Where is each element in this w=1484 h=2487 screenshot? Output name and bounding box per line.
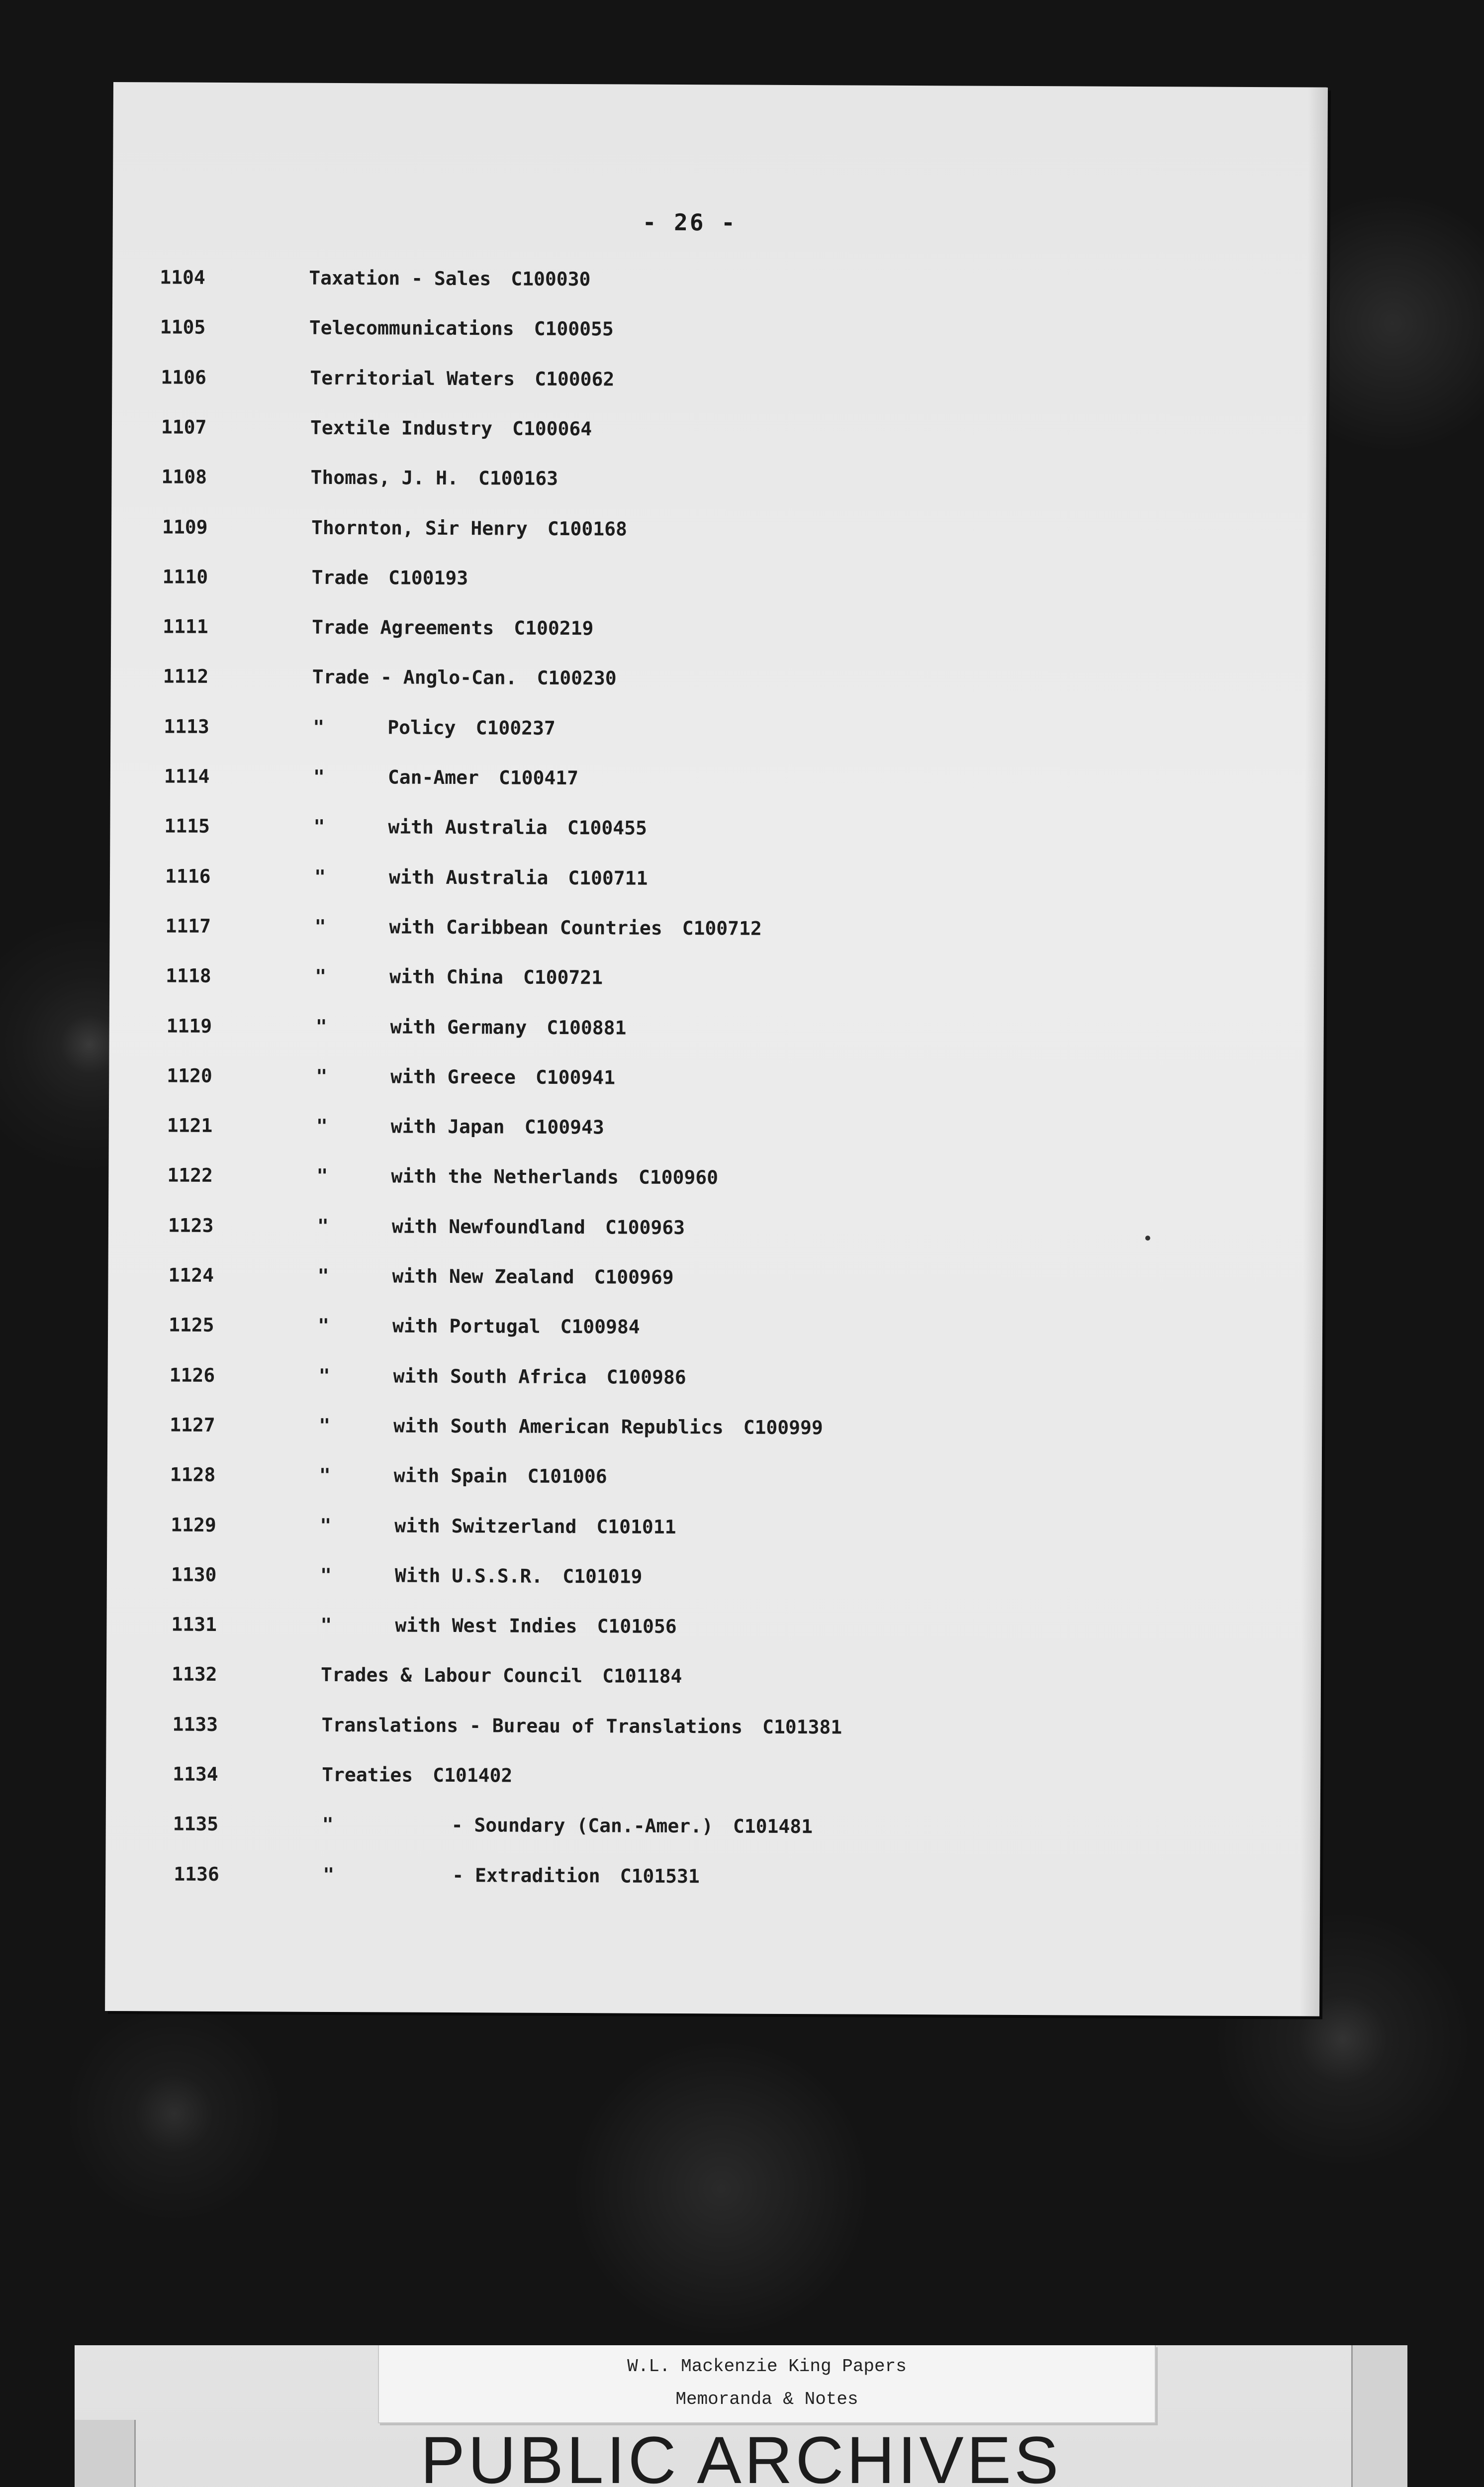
entry-reel-code: C101381 bbox=[762, 1716, 842, 1738]
entry-subject: with Switzerland bbox=[394, 1515, 577, 1538]
entry-subject-line bbox=[392, 1215, 685, 1239]
entry-subject: with Portugal bbox=[392, 1315, 541, 1338]
entry-subject-line bbox=[395, 1564, 643, 1587]
ditto-mark: " bbox=[319, 1414, 331, 1436]
entry-number: 1130 bbox=[171, 1563, 217, 1586]
entry-reel-code: C100712 bbox=[682, 917, 762, 940]
entry-subject-line bbox=[321, 1664, 682, 1687]
entry-number: 1115 bbox=[164, 815, 210, 837]
entry-subject-line bbox=[321, 1714, 842, 1738]
index-entry bbox=[167, 1064, 1211, 1099]
entry-number: 1107 bbox=[161, 416, 207, 438]
entry-number: 1126 bbox=[169, 1364, 215, 1386]
index-entry bbox=[163, 665, 1207, 699]
entry-subject-line bbox=[312, 616, 593, 639]
entry-subject-line bbox=[310, 367, 614, 390]
entry-number: 1108 bbox=[161, 466, 207, 488]
index-entry bbox=[164, 815, 1208, 849]
entry-subject: Trade - Anglo-Can. bbox=[312, 666, 517, 689]
index-entry bbox=[160, 316, 1205, 350]
entry-reel-code: C101184 bbox=[602, 1665, 682, 1688]
entry-subject-line bbox=[394, 1464, 607, 1487]
entry-number: 1131 bbox=[171, 1613, 217, 1635]
entry-reel-code: C100999 bbox=[743, 1416, 823, 1439]
entry-reel-code: C100881 bbox=[547, 1016, 627, 1039]
entry-reel-code: C101019 bbox=[562, 1565, 643, 1588]
entry-subject-line bbox=[392, 1315, 640, 1338]
ditto-mark: " bbox=[314, 915, 326, 938]
index-entry bbox=[162, 566, 1206, 600]
entry-number: 1123 bbox=[168, 1214, 214, 1237]
entry-reel-code: C100943 bbox=[524, 1116, 604, 1139]
entry-subject-line bbox=[312, 567, 468, 589]
ditto-mark: " bbox=[315, 1015, 327, 1038]
entry-reel-code: C100455 bbox=[567, 816, 648, 839]
entry-subject: with Spain bbox=[393, 1464, 508, 1487]
entry-reel-code: C100984 bbox=[560, 1315, 640, 1338]
entry-subject-line bbox=[388, 816, 647, 839]
ditto-mark: " bbox=[320, 1514, 332, 1536]
entry-subject-line bbox=[311, 517, 627, 540]
index-entry bbox=[165, 865, 1209, 899]
entry-subject: with Caribbean Countries bbox=[389, 916, 662, 939]
index-entry bbox=[171, 1564, 1215, 1598]
entry-subject-line bbox=[388, 766, 578, 789]
entry-reel-code: C100711 bbox=[568, 867, 648, 889]
entry-reel-code: C100963 bbox=[605, 1216, 685, 1239]
index-entry bbox=[172, 1663, 1216, 1698]
ditto-mark: " bbox=[316, 1065, 328, 1087]
index-entry bbox=[167, 1114, 1211, 1148]
entry-number: 1104 bbox=[160, 266, 205, 288]
entry-subject-line bbox=[395, 1615, 676, 1637]
archive-label-card bbox=[75, 2345, 1407, 2487]
entry-reel-code: C100237 bbox=[475, 717, 556, 739]
entry-subject: Trade Agreements bbox=[312, 616, 494, 639]
entry-subject: with Japan bbox=[390, 1115, 505, 1138]
index-entry bbox=[171, 1614, 1215, 1648]
index-entry bbox=[169, 1314, 1213, 1348]
entry-reel-code: C101402 bbox=[433, 1764, 513, 1787]
entry-number: 1125 bbox=[169, 1314, 214, 1336]
entry-subject-line bbox=[389, 916, 761, 939]
entry-reel-code: C100168 bbox=[547, 517, 628, 540]
entry-reel-code: C101056 bbox=[597, 1615, 677, 1637]
index-entry bbox=[161, 416, 1206, 450]
entry-number: 1111 bbox=[163, 615, 208, 638]
entry-subject: Translations - Bureau of Translations bbox=[321, 1714, 743, 1738]
ditto-mark: " bbox=[313, 765, 325, 788]
page-number: - 26 - bbox=[642, 208, 738, 236]
entry-number: 1134 bbox=[173, 1763, 218, 1785]
entry-subject-line bbox=[390, 1016, 627, 1039]
entry-number: 1136 bbox=[174, 1863, 219, 1885]
index-entry bbox=[163, 615, 1207, 650]
index-entry bbox=[161, 466, 1206, 500]
index-entry bbox=[172, 1714, 1216, 1748]
entry-subject: Treaties bbox=[322, 1763, 413, 1786]
entry-number: 1120 bbox=[167, 1064, 212, 1087]
entry-subject-line bbox=[310, 467, 558, 489]
entry-subject-line bbox=[309, 267, 590, 290]
entry-subject-line bbox=[389, 965, 603, 988]
entry-subject: with Newfoundland bbox=[391, 1215, 585, 1239]
entry-subject: Taxation - Sales bbox=[309, 267, 491, 290]
entry-subject-line bbox=[387, 716, 556, 739]
index-entry bbox=[168, 1264, 1212, 1299]
ditto-mark: " bbox=[317, 1215, 329, 1237]
entry-subject-line bbox=[310, 417, 592, 440]
entry-subject: Territorial Waters bbox=[310, 367, 515, 390]
entry-subject: - Extradition bbox=[452, 1864, 600, 1887]
entry-number: 1105 bbox=[160, 316, 206, 338]
entry-reel-code: C101481 bbox=[733, 1815, 813, 1838]
index-entry bbox=[168, 1215, 1212, 1249]
entry-number: 1110 bbox=[162, 566, 208, 588]
entry-number: 1121 bbox=[167, 1114, 213, 1137]
entry-number: 1106 bbox=[161, 366, 207, 388]
entry-reel-code: C101006 bbox=[527, 1465, 607, 1488]
index-entry bbox=[173, 1763, 1217, 1798]
entry-number: 1112 bbox=[163, 665, 209, 687]
entry-subject: Trade bbox=[311, 566, 369, 589]
entry-number: 1122 bbox=[167, 1164, 213, 1186]
entry-subject: with Germany bbox=[390, 1016, 527, 1039]
collection-strip bbox=[378, 2345, 1156, 2423]
entry-subject-line bbox=[392, 1265, 673, 1288]
entry-reel-code: C100055 bbox=[534, 317, 614, 340]
ditto-mark: " bbox=[322, 1813, 334, 1835]
entry-subject: with China bbox=[389, 965, 504, 988]
entry-subject-line bbox=[309, 317, 614, 340]
entry-subject-line bbox=[312, 666, 617, 689]
ditto-mark: " bbox=[314, 865, 326, 888]
index-entry bbox=[161, 366, 1205, 400]
index-entry bbox=[170, 1464, 1214, 1498]
index-entry bbox=[164, 715, 1208, 750]
entry-subject: Thomas, J. H. bbox=[310, 466, 459, 489]
entry-reel-code: C100960 bbox=[638, 1166, 719, 1189]
entry-reel-code: C100030 bbox=[511, 268, 591, 290]
archives-title-english: PUBLIC ARCHIVES bbox=[420, 2423, 1062, 2487]
collection-series: Memoranda & Notes bbox=[675, 2389, 858, 2409]
ink-speck bbox=[1145, 1236, 1150, 1241]
entry-number: 1129 bbox=[171, 1514, 216, 1536]
index-entry bbox=[169, 1364, 1213, 1399]
entry-subject: with Australia bbox=[388, 816, 548, 839]
entry-number: 1132 bbox=[171, 1663, 217, 1685]
ditto-mark: " bbox=[315, 965, 327, 987]
index-entry bbox=[165, 915, 1209, 949]
entry-reel-code: C100721 bbox=[523, 966, 603, 989]
entry-subject: with South American Republics bbox=[393, 1415, 724, 1438]
entry-number: 1113 bbox=[164, 715, 209, 738]
entry-subject-line bbox=[393, 1365, 686, 1388]
entry-number: 1133 bbox=[172, 1713, 218, 1735]
entry-subject: Thornton, Sir Henry bbox=[311, 516, 528, 540]
entry-subject-line bbox=[390, 1065, 615, 1088]
entry-subject-line bbox=[452, 1864, 700, 1887]
entry-number: 1124 bbox=[168, 1264, 214, 1286]
entry-number: 1127 bbox=[170, 1414, 215, 1436]
entry-reel-code: C100230 bbox=[537, 667, 617, 689]
index-entry bbox=[174, 1863, 1218, 1898]
ditto-mark: " bbox=[313, 815, 325, 838]
entry-number: 1118 bbox=[166, 964, 211, 987]
entry-subject-line bbox=[393, 1415, 823, 1438]
entry-number: 1117 bbox=[165, 915, 211, 937]
entry-number: 1135 bbox=[173, 1813, 219, 1835]
entry-subject: Telecommunications bbox=[309, 316, 514, 340]
entry-subject: with South Africa bbox=[393, 1365, 587, 1388]
entry-subject: with Greece bbox=[390, 1065, 516, 1088]
entry-reel-code: C100163 bbox=[478, 467, 558, 489]
ditto-mark: " bbox=[313, 716, 325, 738]
document-page bbox=[105, 82, 1328, 2016]
entry-subject-line bbox=[389, 866, 648, 889]
entry-reel-code: C101011 bbox=[596, 1516, 676, 1538]
entry-number: 1109 bbox=[162, 516, 208, 538]
collection-name: W.L. Mackenzie King Papers bbox=[627, 2356, 907, 2377]
index-entry bbox=[162, 516, 1206, 550]
entry-subject: Textile Industry bbox=[310, 416, 493, 440]
entry-number: 1114 bbox=[164, 765, 210, 787]
ditto-mark: " bbox=[319, 1464, 331, 1486]
entry-subject-line bbox=[322, 1764, 512, 1787]
index-entry bbox=[167, 1164, 1211, 1198]
ditto-mark: " bbox=[320, 1614, 332, 1636]
index-entry bbox=[170, 1414, 1214, 1448]
entry-subject: Can-Amer bbox=[387, 766, 479, 789]
entry-subject-line bbox=[452, 1814, 813, 1837]
entry-reel-code: C100193 bbox=[388, 567, 468, 589]
index-entry bbox=[166, 964, 1210, 999]
entry-reel-code: C101531 bbox=[620, 1865, 700, 1888]
entry-subject: with West Indies bbox=[395, 1614, 577, 1637]
index-entry bbox=[173, 1813, 1217, 1847]
ditto-mark: " bbox=[317, 1264, 329, 1287]
entry-subject: with Australia bbox=[388, 866, 549, 889]
ditto-mark: " bbox=[320, 1564, 332, 1586]
entry-subject: - Soundary (Can.-Amer.) bbox=[451, 1814, 714, 1837]
ditto-mark: " bbox=[323, 1863, 335, 1886]
entry-subject-line bbox=[391, 1165, 718, 1188]
index-entry bbox=[164, 765, 1208, 799]
entry-reel-code: C100064 bbox=[512, 417, 592, 440]
entry-subject: Trades & Labour Council bbox=[320, 1663, 583, 1687]
entry-subject: with New Zealand bbox=[392, 1265, 574, 1288]
ditto-mark: " bbox=[318, 1364, 330, 1387]
entry-reel-code: C100969 bbox=[594, 1266, 674, 1288]
index-entry bbox=[171, 1514, 1215, 1548]
ditto-mark: " bbox=[316, 1115, 328, 1137]
index-entry bbox=[167, 1015, 1211, 1049]
ditto-mark: " bbox=[318, 1314, 330, 1337]
entry-number: 1128 bbox=[170, 1463, 216, 1486]
index-entry bbox=[160, 266, 1204, 300]
entry-reel-code: C100941 bbox=[535, 1066, 616, 1089]
entry-reel-code: C100417 bbox=[498, 766, 579, 789]
entry-reel-code: C100219 bbox=[514, 617, 594, 640]
entry-subject: Policy bbox=[387, 716, 456, 739]
entry-number: 1119 bbox=[166, 1015, 212, 1037]
ditto-mark: " bbox=[316, 1164, 328, 1187]
entry-subject: With U.S.S.R. bbox=[394, 1564, 543, 1587]
entry-number: 1116 bbox=[165, 865, 211, 887]
entry-subject-line bbox=[391, 1115, 604, 1138]
entry-reel-code: C100062 bbox=[535, 368, 615, 390]
entry-subject-line bbox=[394, 1515, 676, 1537]
entry-reel-code: C100986 bbox=[606, 1366, 686, 1389]
entry-subject: with the Netherlands bbox=[391, 1165, 619, 1188]
